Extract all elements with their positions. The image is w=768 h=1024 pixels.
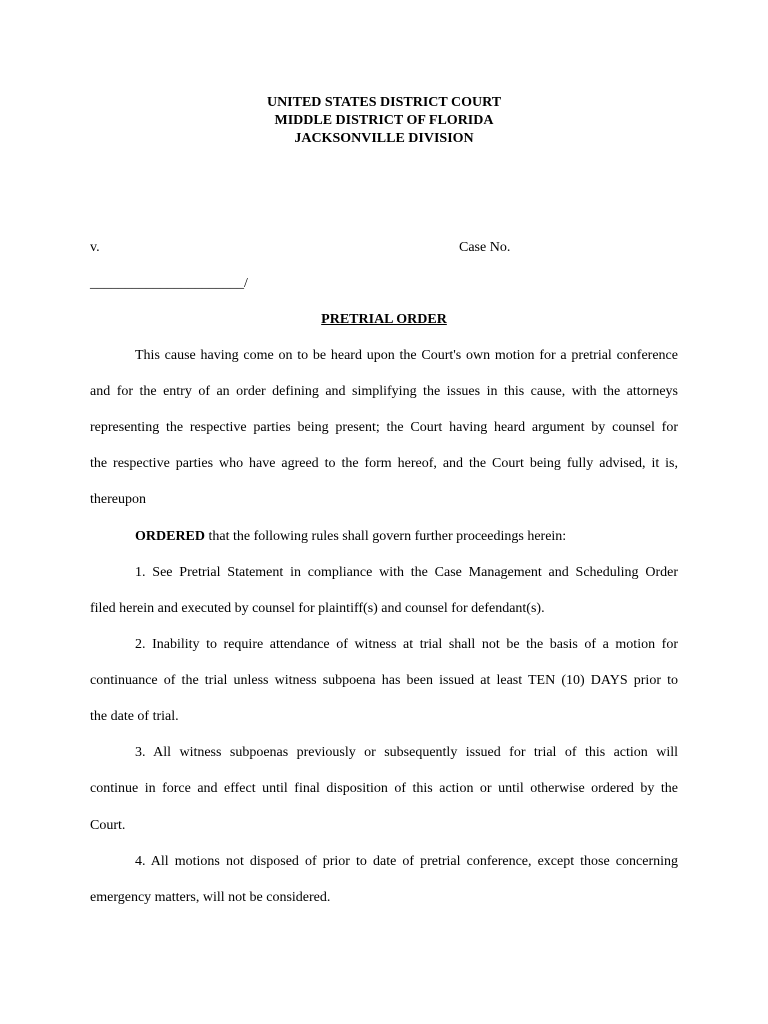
document-title: PRETRIAL ORDER xyxy=(321,312,447,327)
item-line: 2. Inability to require attendance of witness at trial shall not be the basis of a motion for xyxy=(135,637,678,652)
item-line: continue in force and effect until final disposition of this action or until otherwise ordered by the xyxy=(90,781,678,796)
court-name: UNITED STATES DISTRICT COURT xyxy=(266,95,502,110)
ordered-text: that the following rules shall govern further proceedings herein: xyxy=(205,529,567,544)
item-line: 4. All motions not disposed of prior to date of pretrial conference, except those concerning xyxy=(135,854,678,869)
intro-line: and for the entry of an order defining and simplifying the issues in this cause, with the attorneys xyxy=(90,384,678,399)
intro-line: This cause having come on to be heard upon the Court's own motion for a pretrial conference xyxy=(135,348,678,363)
item-line: emergency matters, will not be considered. xyxy=(90,890,331,905)
item-line: Court. xyxy=(90,818,126,833)
defendant-signature-line: ______________________/ xyxy=(90,276,248,291)
court-division: JACKSONVILLE DIVISION xyxy=(294,131,474,146)
item-line: continuance of the trial unless witness subpoena has been issued at least TEN (10) DAYS prior to xyxy=(90,673,678,688)
case-number-label: Case No. xyxy=(459,240,511,255)
item-line: 1. See Pretrial Statement in compliance with the Case Management and Scheduling Order xyxy=(135,565,678,580)
intro-line: representing the respective parties being present; the Court having heard argument by counsel for xyxy=(90,420,678,435)
item-line: the date of trial. xyxy=(90,709,179,724)
item-line: filed herein and executed by counsel for plaintiff(s) and counsel for defendant(s). xyxy=(90,601,545,616)
ordered-clause xyxy=(135,528,566,546)
intro-line: thereupon xyxy=(90,492,146,507)
item-line: 3. All witness subpoenas previously or subsequently issued for trial of this action will xyxy=(135,745,678,760)
ordered-label: ORDERED xyxy=(135,529,206,544)
court-district: MIDDLE DISTRICT OF FLORIDA xyxy=(274,113,494,128)
versus-label: v. xyxy=(90,240,100,255)
intro-line: the respective parties who have agreed to the form hereof, and the Court being fully advised, it is, xyxy=(90,456,678,471)
